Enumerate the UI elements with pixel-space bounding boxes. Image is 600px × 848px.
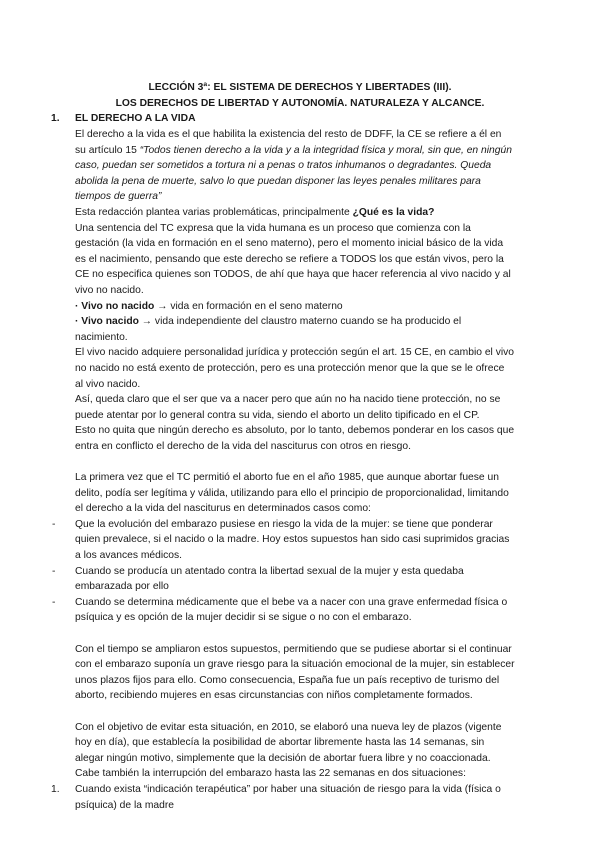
paragraph-problem bbox=[75, 205, 515, 221]
dash-item-assault: - Cuando se producía un atentado contra la libertad sexual de la mujer y esta quedaba embarazada por ello bbox=[75, 564, 515, 595]
bullet-term: · Vivo nacido bbox=[75, 316, 139, 328]
dash-item-illness: - Cuando se determina médicamente que el bebe va a nacer con una grave enfermedad física o psíquica y es opción de la mujer decidir si se sigue o no con el embarazo. bbox=[75, 595, 515, 626]
paragraph-22-weeks: Cabe también la interrupción del embarazo hasta las 22 semanas en dos situaciones: bbox=[75, 768, 466, 780]
bullet-term: · Vivo no nacido bbox=[75, 300, 155, 312]
problem-text: Esta redacción plantea varias problemáticas, principalmente bbox=[75, 206, 353, 218]
bullet-definition: → vida independiente del claustro materno cuando se ha producido el nacimiento. bbox=[75, 316, 462, 343]
article-15-quote: “Todos tienen derecho a la vida y a la integridad física y moral, sin que, en ningún caso, puedan ser sometidos a tortura ni a penas o tratos inhumanos o degradantes. Queda abolida la pena de muerte, salvo lo que puedan disponer las leyes penales militares para tiempos de guerra” bbox=[75, 144, 512, 203]
problem-question: ¿Qué es la vida? bbox=[352, 206, 435, 218]
bullet-vivo-no-nacido bbox=[75, 299, 515, 315]
ordered-item-text: Cuando exista “indicación terapéutica” por haber una situación de riesgo para la vida (física o psíquica) de la madre bbox=[75, 783, 501, 811]
section-heading bbox=[51, 111, 196, 127]
ordered-item-1 bbox=[51, 782, 515, 813]
paragraph-intro bbox=[75, 127, 515, 205]
paragraph-personality: El vivo nacido adquiere personalidad jurídica y protección según el art. 15 CE, en cambio el vivo no nacido no está exento de protección, pero es una protección menor que la que se le ofrece al vivo nacido. bbox=[75, 347, 515, 390]
paragraph-clarity: Así, queda claro que el ser que va a nacer pero que aún no ha nacido tiene protección, no se puede atentar por lo general contra su vida, siendo el aborto un delito tipificado en el CP. bbox=[75, 394, 501, 421]
intro-text: El derecho a la vida es el que habilita la existencia del resto de DDFF, la CE se refiere a él en su artículo 15 bbox=[75, 129, 502, 156]
document-body bbox=[51, 127, 515, 813]
bullet-definition: → vida en formación en el seno materno bbox=[154, 300, 343, 312]
paragraph-expanded: Con el tiempo se ampliaron estos supuestos, permitiendo que se pudiese abortar si el continuar con el embarazo suponía un grave riesgo para la situación emocional de la mujer, sin establecer unos plazos fijos para ello. Como consecuencia, España fue un país receptivo de turismo del aborto, recibiendo mujeres en esas circunstancias con niños completamente formados. bbox=[75, 643, 515, 702]
bullet-vivo-nacido bbox=[75, 314, 515, 345]
paragraph-first-time: La primera vez que el TC permitió el aborto fue en el año 1985, que aunque abortar fuese un delito, podía ser legítima y válida, utilizando para ello el principio de proporcionalidad, limitando el derecho a la vida del nasciturus en determinados casos como: bbox=[75, 472, 509, 515]
ordered-item-number: 1. bbox=[51, 783, 60, 795]
section-number: 1. bbox=[51, 113, 60, 124]
paragraph-tc-sentence: Una sentencia del TC expresa que la vida humana es un proceso que comienza con la gestación (la vida en formación en el seno materno), pero el momento inicial básico de la vida es el nacimiento, pensando que este derecho se refiere a TODOS los que están vivos, pero la CE no especifica quienes son TODOS, de ahí que haya que hacer referencia al vivo nacido y al vivo no nacido. bbox=[75, 222, 511, 296]
lesson-title-line1: LECCIÓN 3ª: EL SISTEMA DE DERECHOS Y LIBERTADES (III). bbox=[148, 82, 452, 93]
section-title: EL DERECHO A LA VIDA bbox=[75, 113, 196, 124]
dash-item-risk: - Que la evolución del embarazo pusiese en riesgo la vida de la mujer: se tiene que ponderar quien prevalece, si el nacido o la madre. Hoy estos supuestos han sido casi suprimidos gracias a los avances médicos. bbox=[75, 517, 515, 564]
lesson-title-line2: LOS DERECHOS DE LIBERTAD Y AUTONOMÍA. NATURALEZA Y ALCANCE. bbox=[115, 98, 485, 109]
paragraph-absolute: Esto no quita que ningún derecho es absoluto, por lo tanto, debemos ponderar en los casos que entra en conflicto el derecho de la vida del nasciturus con otros en riesgo. bbox=[75, 425, 515, 452]
paragraph-law-2010: Con el objetivo de evitar esta situación, en 2010, se elaboró una nueva ley de plazos (vigente hoy en día), que establecía la posibilidad de abortar libremente hasta las 14 semanas, sin alegar ningún motivo, simplemente que la decisión de abortar fuera libre y no coaccionada. bbox=[75, 721, 502, 764]
